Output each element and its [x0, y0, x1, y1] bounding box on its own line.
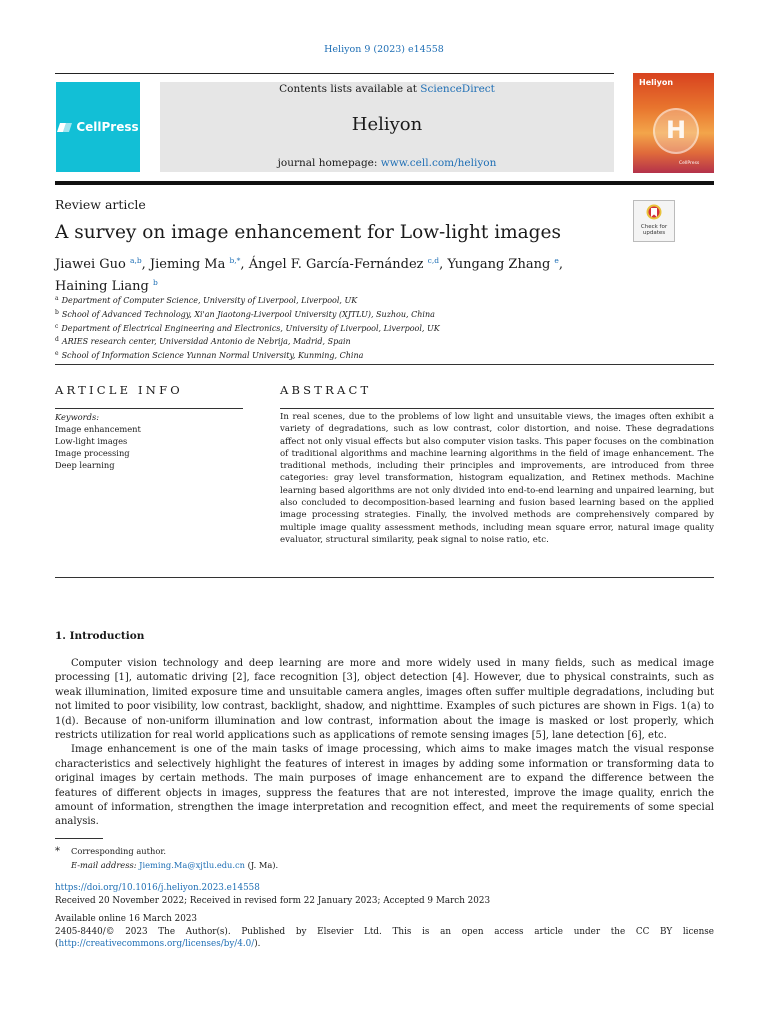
- author-email-link[interactable]: Jieming.Ma@xjtlu.edu.cn: [139, 859, 246, 870]
- affiliation: [55, 348, 440, 362]
- affiliation-letter: a: [55, 295, 59, 302]
- keywords-block: [55, 411, 141, 471]
- article-info-rule: [55, 408, 243, 409]
- keyword: Low-light images: [55, 436, 128, 446]
- affiliation-letter: e: [55, 350, 59, 358]
- keyword: Deep learning: [55, 460, 115, 470]
- license-link[interactable]: http://creativecommons.org/licenses/by/4.0/: [58, 939, 255, 949]
- article-info-heading: ARTICLE INFO: [55, 383, 183, 397]
- journal-citation[interactable]: Heliyon 9 (2023) e14558: [324, 44, 444, 55]
- section-rule: [55, 577, 714, 578]
- keywords-label: Keywords:: [55, 412, 100, 422]
- article-type: Review article: [55, 197, 146, 212]
- license-paren-open: (: [55, 939, 59, 949]
- affiliation-list: [55, 293, 440, 362]
- author-affiliation-mark[interactable]: a,b: [129, 256, 142, 265]
- abstract-rule: [280, 408, 714, 409]
- author-name[interactable]: Jiawei Guo: [55, 257, 126, 272]
- affiliation: [55, 334, 440, 348]
- contents-line: [160, 83, 614, 95]
- affiliation: [55, 321, 440, 335]
- homepage-prefix: journal homepage:: [277, 157, 381, 169]
- introduction-body: [55, 657, 714, 830]
- footnote-marker: *: [55, 846, 60, 857]
- affiliation-letter: b: [55, 308, 59, 316]
- license-paren-close: ).: [254, 939, 261, 949]
- affiliation: [55, 307, 440, 321]
- bookmark-icon: [645, 204, 663, 224]
- body-paragraph: Computer vision technology and deep learning are more and more widely used in many fields, such as medical image processing [1], automatic driving [2], face recognition [3], object detection [4]. However, due to physical constraints, such as weak illumination, limited exposure time and unsuitable camera angles, images often suffer multiple degradations, including but not limited to poor visibility, low contrast, backlight, shadow, and nighttime. Examples of such pictures are shown in Figs. 1(a) to 1(d). Because of non-uniform illumination and low contrast, information about the image is masked or lost properly, which restricts utilization for real world applications such as applications of remote sensing images [5], lane detection [6], etc.: [55, 658, 714, 742]
- corresponding-author-footnote: [55, 845, 278, 871]
- author-name[interactable]: Haining Liang: [55, 279, 149, 294]
- cover-footer: CellPress: [679, 161, 700, 166]
- article-history: Received 20 November 2022; Received in revised form 22 January 2023; Accepted 9 March 2023: [55, 896, 491, 906]
- cover-letter: H: [665, 116, 687, 144]
- doi-link[interactable]: https://doi.org/10.1016/j.heliyon.2023.e14558: [55, 883, 260, 893]
- email-suffix: (J. Ma).: [245, 859, 279, 870]
- affiliation-text: ARIES research center, Universidad Antonio de Nebrija, Madrid, Spain: [61, 337, 351, 347]
- cover-emblem: [653, 108, 699, 154]
- homepage-line: [160, 157, 614, 169]
- author-name[interactable]: Yungang Zhang: [447, 257, 551, 272]
- keyword: Image enhancement: [55, 424, 141, 434]
- journal-name: Heliyon: [351, 114, 423, 135]
- abstract-text: In real scenes, due to the problems of low light and unsuitable views, the images often exhibit a variety of degradations, such as low contrast, color distortion, and noise. These degradations affect not only visual effects but also computer vision tasks. This paper focuses on the combination of traditional algorithms and machine learning algorithms in the field of image enhancement. The traditional methods, including their principles and improvements, are introduced from three categories: gray level transformation, histogram equalization, and Retinex methods. Machine learning based algorithms are not only divided into end-to-end learning and unpaired learning, but also concluded to decomposition-based learning and fusion based learning based on the applied image processing strategies. Finally, the involved methods are comprehensively compared by multiple image quality assessment methods, including mean square error, natural image quality evaluator, structural similarity, peak signal to noise ratio, etc.: [280, 412, 714, 545]
- available-online: Available online 16 March 2023: [55, 914, 198, 924]
- sciencedirect-link[interactable]: ScienceDirect: [420, 83, 495, 95]
- author-affiliation-mark[interactable]: b,*: [229, 256, 241, 265]
- affiliation-text: School of Advanced Technology, Xi'an Jiaotong-Liverpool University (XJTLU), Suzhou, China: [61, 309, 435, 319]
- cellpress-logo-text: CellPress: [76, 120, 139, 134]
- author-list: Jiawei Guo $^{a,b}$, Jieming Ma $^{b,*}$, Ángel F. García-Fernández $^{c,d}$, Yungang Zhang $^e$, Haining Liang $^b$: [55, 256, 564, 294]
- license-text: 2405-8440/© 2023 The Author(s). Published by Elsevier Ltd. This is an open access article under the CC BY license: [55, 927, 714, 937]
- cover-title: Heliyon: [639, 78, 674, 87]
- footnote-rule: [55, 838, 103, 839]
- author-affiliation-mark[interactable]: b: [152, 278, 158, 287]
- check-for-updates-label: [634, 224, 674, 236]
- homepage-link[interactable]: www.cell.com/heliyon: [380, 157, 497, 169]
- journal-cover[interactable]: [633, 73, 714, 173]
- section-rule: [55, 364, 714, 365]
- author-affiliation-mark[interactable]: e: [554, 256, 559, 265]
- affiliation-letter: c: [55, 322, 59, 330]
- check-label-line-2: updates: [642, 230, 666, 236]
- check-label-line-1: Check for: [640, 224, 668, 230]
- affiliation: [55, 293, 440, 307]
- contents-prefix: Contents lists available at: [279, 83, 421, 95]
- affiliation-text: School of Information Science Yunnan Normal University, Kunming, China: [61, 351, 364, 361]
- cellpress-icon: [57, 122, 73, 133]
- article-title: A survey on image enhancement for Low-light images: [55, 222, 561, 243]
- header-thick-rule: [55, 181, 714, 185]
- affiliation-text: Department of Electrical Engineering and Electronics, University of Liverpool, Liverpool, UK: [61, 323, 440, 333]
- author-name[interactable]: Jieming Ma: [149, 257, 226, 272]
- affiliation-letter: d: [55, 336, 59, 344]
- author-affiliation-mark[interactable]: c,d: [427, 256, 440, 265]
- corresponding-label: Corresponding author.: [71, 846, 167, 856]
- abstract-heading: ABSTRACT: [280, 383, 372, 397]
- keyword: Image processing: [55, 448, 130, 458]
- email-label: E-mail address:: [71, 859, 137, 870]
- author-name[interactable]: Ángel F. García-Fernández: [248, 257, 424, 272]
- journal-masthead: [160, 82, 614, 172]
- affiliation-text: Department of Computer Science, University of Liverpool, Liverpool, UK: [61, 296, 358, 305]
- cellpress-logo[interactable]: [56, 82, 140, 172]
- header-rule: [55, 73, 614, 74]
- check-for-updates-button[interactable]: [633, 200, 675, 242]
- introduction-heading: 1. Introduction: [55, 630, 145, 642]
- license-statement: [55, 926, 714, 950]
- body-paragraph: Image enhancement is one of the main tasks of image processing, which aims to make images match the visual response characteristics and selectively highlight the features of interest in images by adding some information or transforming data to original images by certain methods. The main purposes of image enhancement are to expand the difference between the features of different objects in images, suppress the features that are not interested, improve the image quality, enrich the amount of information, strengthen the image interpretation and recognition effect, and meet the requirements of some special analysis.: [55, 744, 714, 828]
